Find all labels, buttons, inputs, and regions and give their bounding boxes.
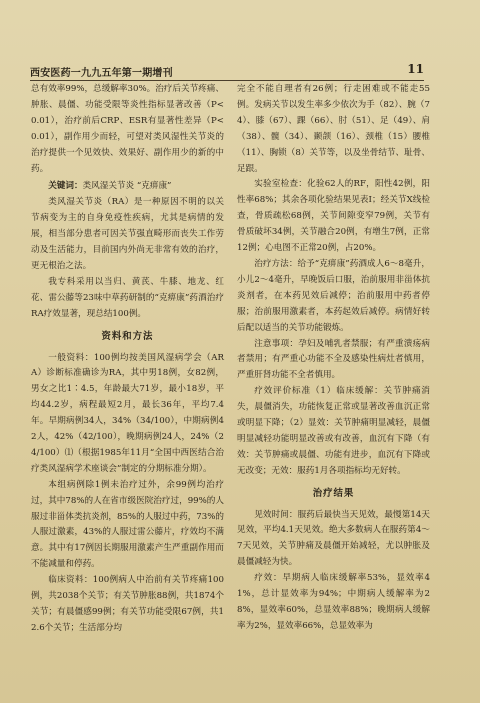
keywords-line	[31, 179, 224, 195]
prior-treatment-paragraph: 本组病例除1例未治疗过外，余99例均治疗过，其中78%的人在省市级医院治疗过，99%的人服过非甾体类抗炎剂，85%的人服过中药，73%的人服过激素，43%的人服过雷公藤片，疗效均不满意。其中有17例因长期服用激素产生严重副作用而不能减量和停药。	[31, 479, 224, 570]
efficacy-paragraph: 疗效：早期病人临床缓解率53%，显效率41%，总计显效率为94%；中期病人缓解率为28%，显效率60%，总显效率88%；晚期病人缓解率为2%，显效率66%，总显效率为	[237, 573, 430, 631]
evaluation-criteria-paragraph: 疗效评价标准（1）临床缓解：关节肿痛消失，晨僵消失，功能恢复正常或显著改善血沉正常或明显下降；（2）显效：关节肿痛明显减轻，晨僵明显减轻功能明显改善或有改善，血沉有下降（有效：关节肿痛或晨僵、功能有进步，血沉有下降或无改变；无效：服药1月各项指标均无好转。	[237, 386, 430, 476]
keywords-text: 类风湿关节炎 “克痹康”	[82, 181, 172, 192]
precautions-paragraph: 注意事项：孕妇及哺乳者禁服；有严重溃疡病者禁用；有严重心功能不全及感染性病灶者慎用，严重肝肾功能不全者慎用。	[237, 338, 430, 381]
intro-paragraph-1: 类风湿关节炎（RA）是一种原因不明的以关节病变为主的自身免疫性疾病，尤其是病情的发展，相当部分患者可因关节强直畸形而丧失工作劳动及生活能力，目前国内外尚无非常有效的治疗，更无根治之法。	[31, 197, 224, 271]
clinical-data-paragraph: 临床资料：100例病人中治前有关节疼痛100例，共2038个关节；有关节肿胀88例，共1874个关节；有晨僵感99例；有关节功能受限67例，共12.6个关节；生活部分均	[31, 575, 224, 633]
keywords-label: 关键词：	[48, 181, 83, 192]
onset-time-paragraph: 见效时间：服药后最快当天见效，最慢第14天见效，平均4.1天见效。绝大多数病人在服药第4～7天见效，关节肿痛及晨僵开始减轻，尤以肿胀及晨僵减轻为快。	[237, 509, 430, 568]
page-number: 11	[407, 62, 424, 76]
lab-tests-paragraph: 实验室检查：化验62人的RF，阳性42例，阳性率68%；其余各项化验结果见表Ⅰ；经关节X线检查，骨质疏松68例，关节间隙变窄79例，关节有骨质破坏34例，关节融合20例，有增生7例，正常12例；心电图不正常20例，占20%。	[237, 179, 430, 254]
page-header	[30, 62, 424, 81]
intro-paragraph-2: 我专科采用以当归、黄芪、牛膝、地龙、红花、雷公藤等23味中草药研制的“克痹康”药酒治疗RA疗效显著，现总结100例。	[31, 276, 224, 319]
section-heading-materials-methods: 资料和方法	[101, 330, 154, 342]
right-column	[237, 82, 430, 635]
general-data-paragraph: 一般资料：100例均按美国风湿病学会（ARA）诊断标准确诊为RA，其中男18例，女82例，男女之比1∶4.5，年龄最大71岁，最小18岁，平均44.2岁，病程最短2月，最长36年，平均7.4年。早期病例34人，34%（34/100），中期病例42人，42%（42/100），晚期病例24人，24%（24/100）⑴（根据1985年11月“全国中西医结合治疗类风湿病学术座谈会”制定的分期标准分期）。	[31, 352, 224, 474]
section-heading-results: 治疗结果	[312, 487, 355, 499]
abstract-continuation: 总有效率99%，总缓解率30%。治疗后关节疼痛、肿胀、晨僵、功能受限等炎性指标显著改善（P<0.01），治疗前后CRP、ESR有显著性差异（P<0.01），副作用少而轻，可望对类风湿性关节炎的治疗提供一个见效快、效果好、副作用少的新的中药。	[31, 84, 224, 174]
joint-distribution-paragraph: 完全不能自理者有26例；行走困难或不能走55例。发病关节以发生率多少依次为手（82）、腕（74）、膝（67）、踝（66）、肘（51）、足（49）、肩（38）、髋（34）、颞颌（16）、颈椎（15）腰椎（11）、胸锁（8）关节等，以及坐骨结节、耻骨、足跟。	[237, 84, 430, 174]
treatment-method-paragraph: 治疗方法：给予“克痹康”药酒成人6～8毫升，小儿2～4毫升，早晚饭后口服，治前服用非甾体抗炎剂者，在本药见效后减停；治前服用中药者停服；治前服用激素者，本药起效后减停。病情好转后配以适当的关节功能锻炼。	[237, 258, 430, 333]
left-column	[31, 82, 224, 637]
journal-title: 西安医药一九九五年第一期增刊	[30, 68, 173, 79]
